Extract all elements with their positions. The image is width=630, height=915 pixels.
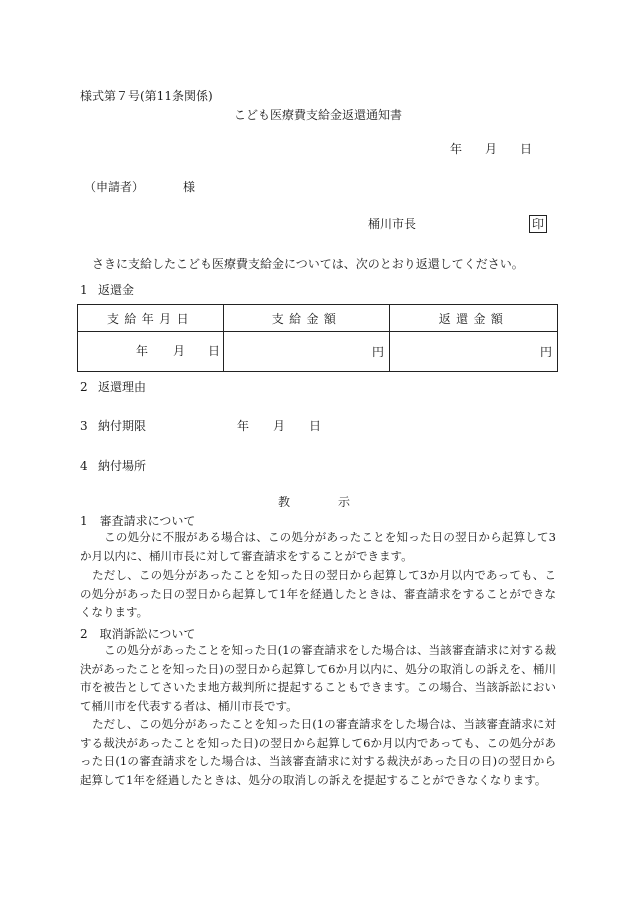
- applicant-honorific: 様: [183, 180, 196, 194]
- date-day: 日: [520, 142, 533, 156]
- section1-label: 返還金: [98, 283, 135, 297]
- issuer-name: 桶川市長: [368, 217, 417, 231]
- cell-payment-amount: 円: [224, 332, 390, 372]
- notice-item-2-para-1: この処分があったことを知った日(1の審査請求をした場合は、当該審査請求に対する裁決があったことを知った日)の翌日から起算して6か月以内に、処分の取消しの訴えを、桶川市を被告としてさいたま地方裁判所に提起することもできます。この場合、当該訴訟において桶川市を代表する者は、桶川市長です。: [80, 643, 556, 713]
- seal-mark: 印: [529, 215, 547, 233]
- cell-day: 日: [208, 344, 221, 358]
- intro-text: さきに支給したこども医療費支給金については、次のとおり返還してください。: [92, 257, 524, 271]
- cell-payment-date: [78, 332, 224, 372]
- section1-num: 1: [80, 283, 88, 297]
- notice-title-2: 示: [338, 495, 351, 509]
- deadline-day: 日: [309, 419, 322, 433]
- section2-label: 返還理由: [98, 380, 147, 394]
- notice-item-1-heading: 1 審査請求について: [80, 514, 196, 528]
- notice-item-2-para-2: ただし、この処分があったことを知った日(1の審査請求をした場合は、当該審査請求に対する裁決があったことを知った日)の翌日から起算して6か月以内であっても、この処分があった日(1の審査請求をした場合は、当該審査請求に対する裁決があった日の日)の翌日から起算して1年を経過したときは、処分の取消しの訴えを提起することができなくなります。: [80, 717, 556, 787]
- date-year: 年: [450, 142, 463, 156]
- date-month: 月: [485, 142, 498, 156]
- notice-title-1: 教: [278, 495, 291, 509]
- section4-label: 納付場所: [98, 459, 147, 473]
- section2-num: 2: [80, 380, 88, 394]
- notice-item-2-heading: 2 取消訴訟について: [80, 627, 196, 641]
- table-row: [78, 332, 558, 372]
- notice-item-1-para-1: この処分に不服がある場合は、この処分があったことを知った日の翌日から起算して3か月以内に、桶川市長に対して審査請求をすることができます。: [80, 530, 556, 563]
- deadline-month: 月: [273, 419, 286, 433]
- form-label: 様式第７号(第11条関係): [80, 89, 213, 103]
- refund-table: [77, 304, 558, 372]
- section3-label: 納付期限: [98, 419, 147, 433]
- section3-num: 3: [80, 419, 88, 433]
- applicant-label: （申請者）: [84, 180, 145, 194]
- cell-year: 年: [136, 344, 149, 358]
- header-refund-amount: 返還金額: [390, 305, 558, 332]
- notice-item-1-para-2: ただし、この処分があったことを知った日の翌日から起算して3か月以内であっても、この処分があった日の翌日から起算して1年を経過したときは、審査請求をすることができなくなります。: [80, 568, 556, 620]
- document-title: こども医療費支給金返還通知書: [234, 108, 403, 122]
- table-header-row: [78, 305, 558, 332]
- section4-num: 4: [80, 459, 88, 473]
- cell-refund-amount: 円: [390, 332, 558, 372]
- cell-month: 月: [173, 344, 186, 358]
- header-payment-amount: 支給金額: [224, 305, 390, 332]
- header-payment-date: 支給年月日: [78, 305, 224, 332]
- deadline-year: 年: [237, 419, 250, 433]
